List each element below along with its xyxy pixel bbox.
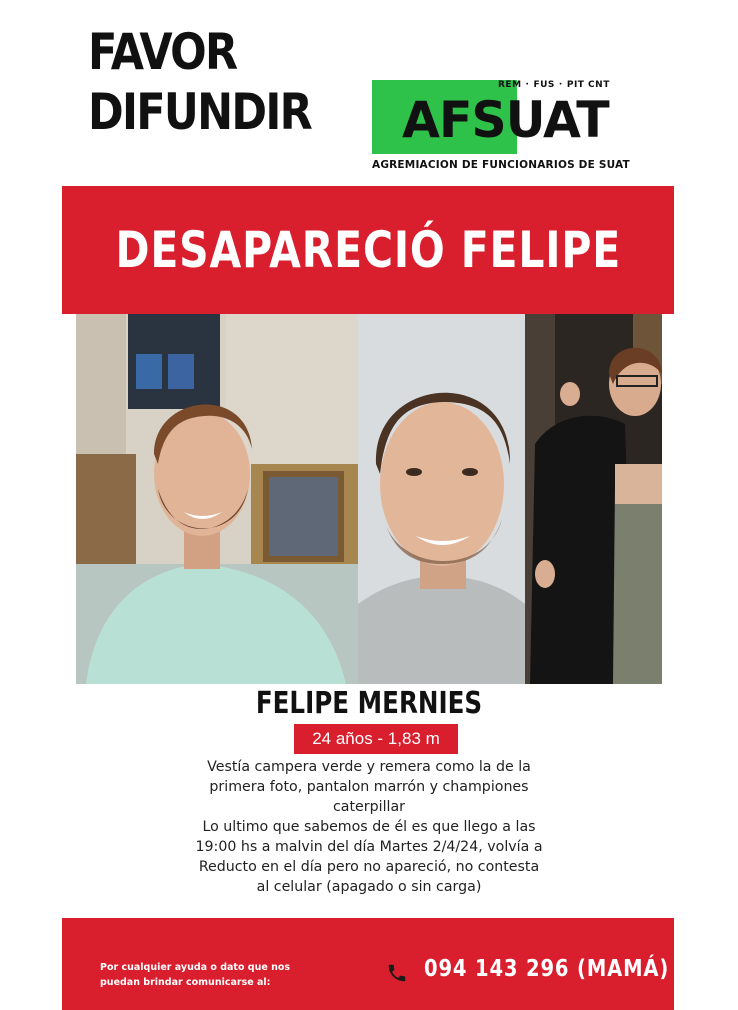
description-line-5: 19:00 hs a malvin del día Martes 2/4/24, volvía a (195, 839, 543, 855)
logo-affiliations: REM · FUS · PIT CNT (498, 80, 610, 90)
photo-2-image (358, 314, 525, 684)
help-text-line-1: Por cualquier ayuda o dato que nos (100, 962, 291, 973)
photo-strip (76, 314, 662, 684)
description-line-3: caterpillar (333, 799, 405, 815)
missing-banner (62, 186, 674, 314)
description-line-7: al celular (apagado o sin carga) (256, 879, 482, 895)
photo-1-image (76, 314, 358, 684)
headline (88, 22, 320, 142)
photo-1 (76, 314, 358, 684)
phone-icon (386, 962, 408, 984)
person-name: FELIPE MERNIES (255, 686, 483, 721)
logo-wordmark: AFSUAT (402, 91, 609, 149)
photo-3-image (525, 314, 662, 684)
description-line-2: primera foto, pantalon marrón y championes (209, 779, 529, 795)
description (160, 757, 578, 897)
description-line-4: Lo ultimo que sabemos de él es que llego a las (202, 819, 536, 835)
headline-line-1: FAVOR (88, 23, 237, 81)
description-line-1: Vestía campera verde y remera como la de la (207, 759, 531, 775)
logo-full-name: AGREMIACION DE FUNCIONARIOS DE SUAT (372, 159, 630, 171)
afsuat-logo (372, 80, 642, 175)
photo-2 (358, 314, 525, 684)
headline-line-2: DIFUNDIR (88, 83, 312, 141)
help-text (100, 960, 290, 990)
missing-banner-text: DESAPARECIÓ FELIPE (115, 221, 621, 279)
contact-footer (62, 918, 674, 1010)
photo-3 (525, 314, 662, 684)
person-details-badge: 24 años - 1,83 m (294, 724, 458, 754)
contact-phone: 094 143 296 (MAMÁ) (424, 956, 670, 982)
description-line-6: Reducto en el día pero no apareció, no contesta (198, 859, 540, 875)
help-text-line-2: puedan brindar comunicarse al: (100, 977, 271, 988)
